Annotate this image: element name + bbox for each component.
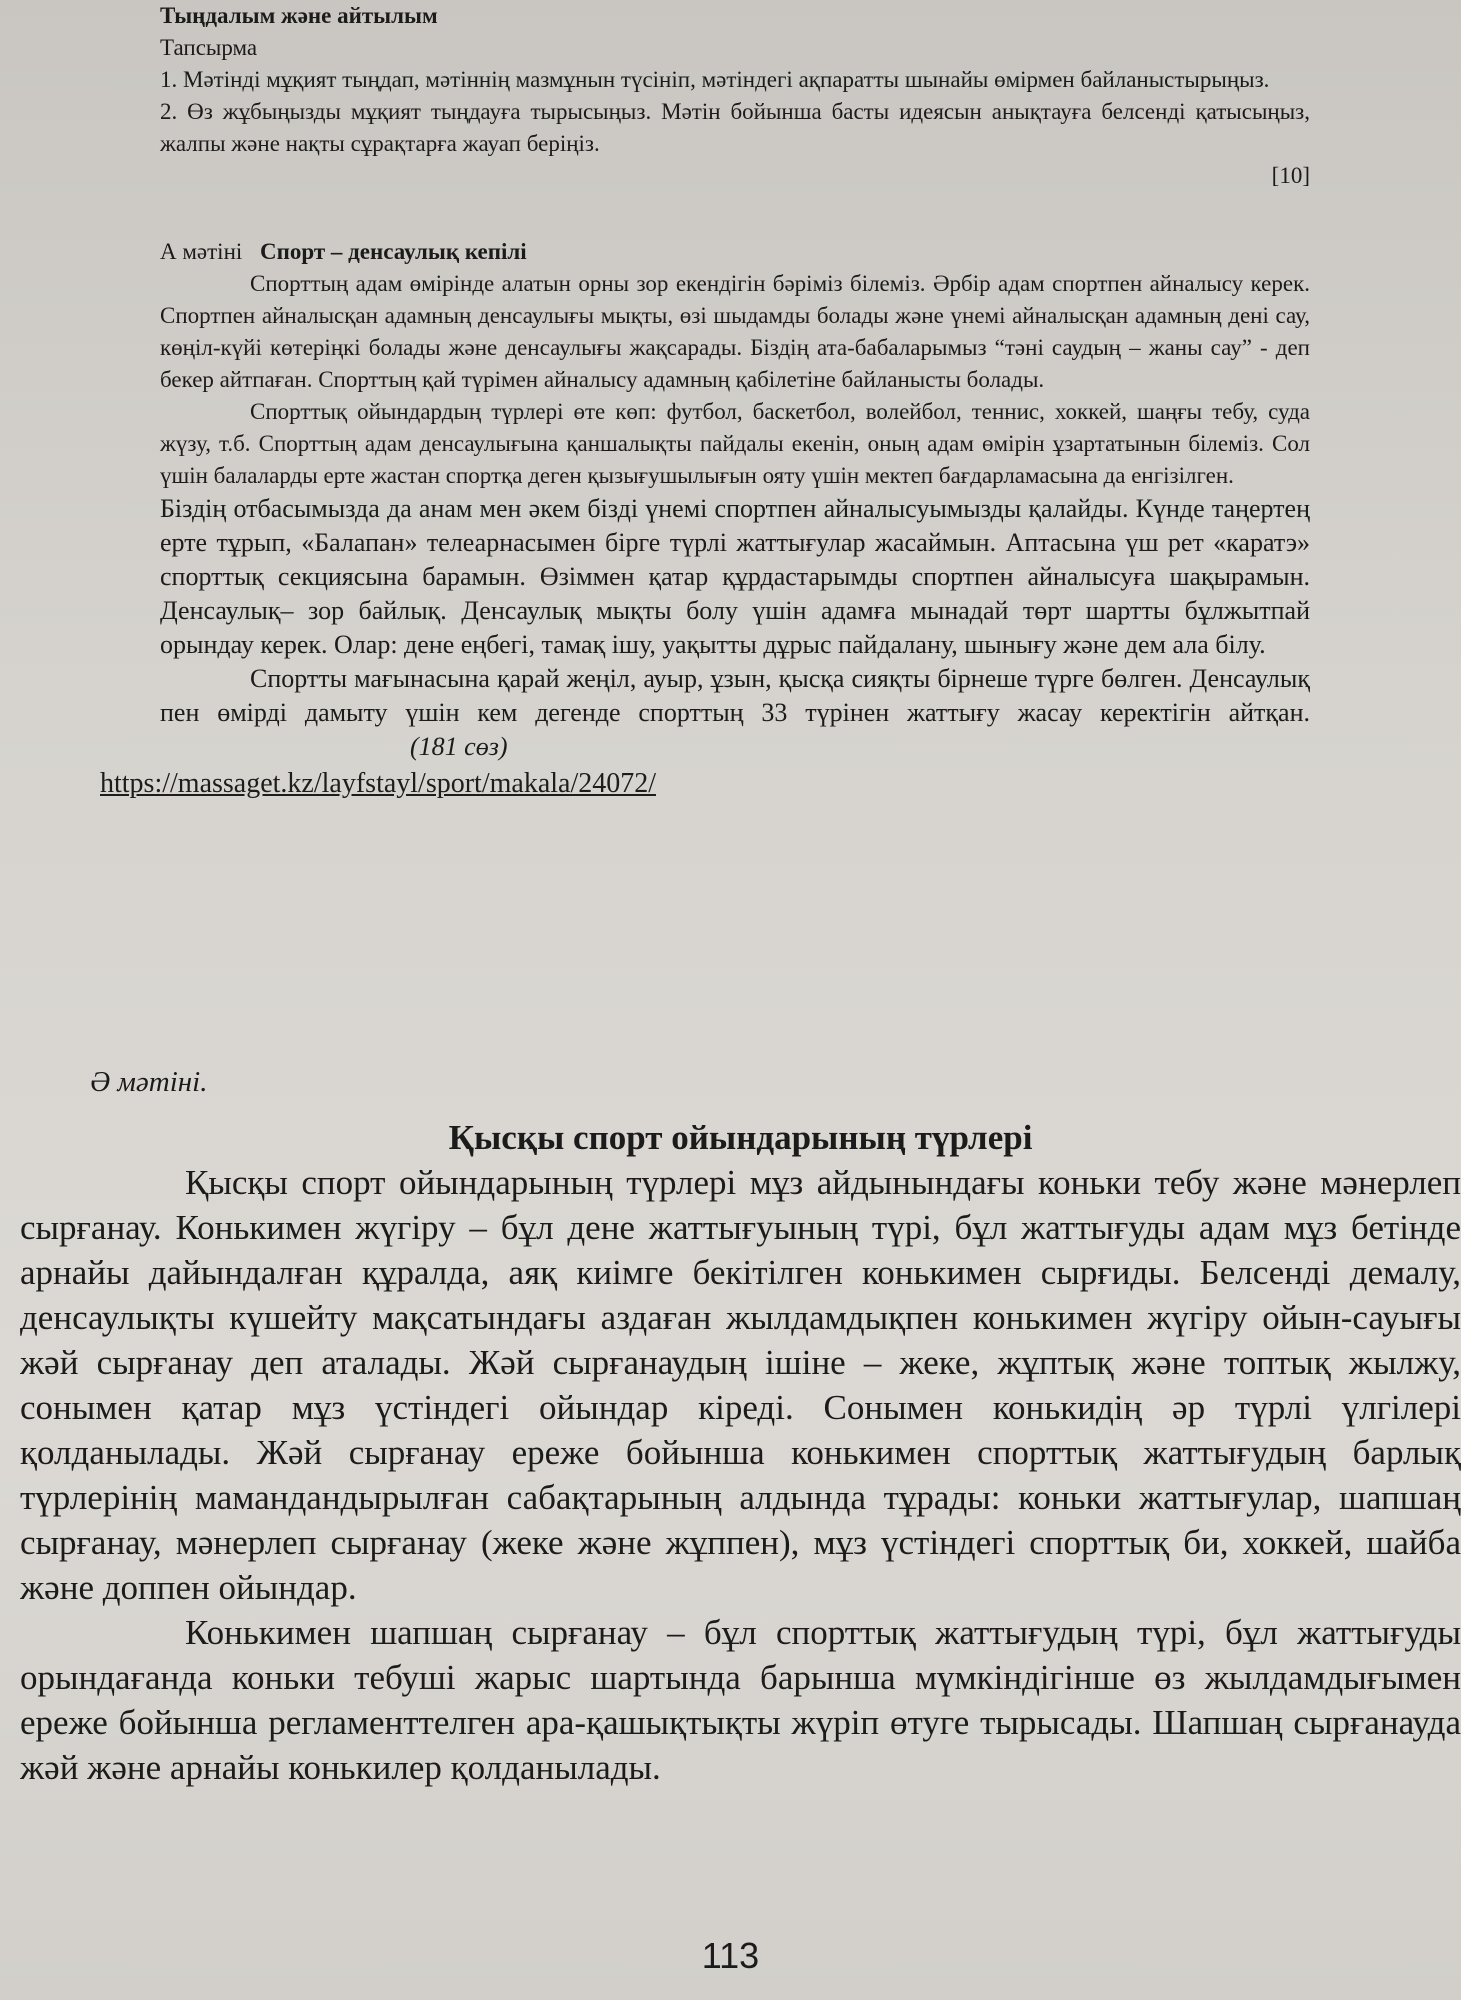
lower-section — [20, 1060, 1461, 1790]
text-a-title: Спорт – денсаулық кепілі — [260, 239, 527, 264]
task-item-2: 2. Өз жұбыңызды мұқият тыңдауға тырысыңыз. Мәтін бойынша басты идеясын анықтауға белсенді қатысыңыз, жалпы және нақты сұрақтарға жауап беріңіз. — [160, 99, 1310, 156]
text-b-label: Ә мәтіні. — [90, 1066, 208, 1098]
text-a-paragraph-3: Біздің отбасымызда да анам мен әкем бізді үнемі спортпен айналысуымызды қалайды. Күнде таңертең ерте тұрып, «Балапан» телеарнасымен бірге түрлі жаттығулар жасаймын. Аптасына үш рет «каратэ» спорттық секциясына барамын. Өзіммен қатар құрдастарымды спортпен айналысуға шақырамын. Денсаулық– зор байлық. Денсаулық мықты болу үшін адамға мынадай төрт шартты бұлжытпай орындау керек. Олар: дене еңбегі, тамақ ішу, уақытты дұрыс пайдалану, шынығу және дем ала білу. — [160, 494, 1310, 659]
word-count: (181 сөз) — [410, 732, 508, 761]
text-a-paragraph-1: Спорттың адам өмірінде алатын орны зор екендігін бәріміз білеміз. Әрбір адам спортпен айналысу керек. Спортпен айналысқан адамның денсаулығы мықты, өзі шыдамды болады және үнемі айналысқан адамның дені сау, көңіл-күйі көтеріңкі болады және денсаулығы жақсарады. Біздің ата-бабаларымыз “тәні саудың – жаны сау” - деп бекер айтпаған. Спорттың қай түрімен айналысу адамның қабілетіне байланысты болады. — [160, 271, 1310, 392]
section-heading: Тыңдалым және айтылым — [160, 3, 438, 28]
page-number: 113 — [701, 1935, 760, 1976]
task-item-1: 1. Мәтінді мұқият тыңдап, мәтіннің мазмұнын түсініп, мәтіндегі ақпаратты шынайы өмірмен байланыстырыңыз. — [160, 67, 1270, 92]
text-a-header — [160, 236, 1310, 268]
score-points: [10] — [1271, 163, 1310, 188]
text-b-paragraph-1: Қысқы спорт ойындарының түрлері мұз айдынындағы коньки тебу және мәнерлеп сырғанау. Конькимен жүгіру – бұл дене жаттығуының түрі, бұл жаттығуды адам мұз бетінде арнайы дайындалған құралда, аяқ киімге бекітілген конькимен сырғиды. Белсенді демалу, денсаулықты күшейту мақсатындағы аздаған жылдамдықпен конькимен жүгіру ойын-сауығы жәй сырғанау деп аталады. Жәй сырғанаудың ішіне – жеке, жұптық және топтық жылжу, сонымен қатар мұз үстіндегі ойындар кіреді. Сонымен конькидің әр түрлі үлгілері қолданылады. Жәй сырғанау ереже бойынша конькимен спорттық жаттығудың барлық түрлерінің мамандандырылған сабақтарының алдында тұрады: коньки жаттығулар, шапшаң сырғанау, мәнерлеп сырғанау (жеке және жұппен), мұз үстіндегі спорттық би, хоккей, шайба және доппен ойындар. — [20, 1163, 1461, 1607]
upper-section — [100, 0, 1310, 800]
text-a-paragraph-2: Спорттық ойындардың түрлері өте көп: футбол, баскетбол, волейбол, теннис, хоккей, шаңғы тебу, суда жүзу, т.б. Спорттың адам денсаулығына қаншалықты пайдалы екенін, оның адам өмірін ұзартатынын білеміз. Сол үшін балаларды ерте жастан спортқа деген қызығушылығын ояту үшін мектеп бағдарламасына да енгізілген. — [160, 399, 1310, 488]
text-a-label: А мәтіні — [160, 239, 243, 264]
text-a-paragraph-4-text: Спортты мағынасына қарай жеңіл, ауыр, ұзын, қысқа сияқты бірнеше түрге бөлген. Денсаулық пен өмірді дамыту үшін кем дегенде спорттың 33 түрінен жаттығу жасау керектігін айтқан. — [160, 664, 1310, 727]
text-b-title: Қысқы спорт ойындарының түрлері — [448, 1118, 1033, 1157]
text-b-paragraph-2: Конькимен шапшаң сырғанау – бұл спорттық жаттығудың түрі, бұл жаттығуды орындағанда коньки тебуші жарыс шартында барынша мүмкіндігінше өз жылдамдығымен ереже бойынша регламенттелген ара-қашықтықты жүріп өтуге тырысады. Шапшаң сырғанауда жәй және арнайы конькилер қолданылады. — [20, 1613, 1461, 1787]
task-label: Тапсырма — [160, 35, 258, 60]
text-a-paragraph-4 — [160, 662, 1310, 764]
source-link[interactable]: https://massaget.kz/layfstayl/sport/makala/24072/ — [100, 768, 657, 799]
